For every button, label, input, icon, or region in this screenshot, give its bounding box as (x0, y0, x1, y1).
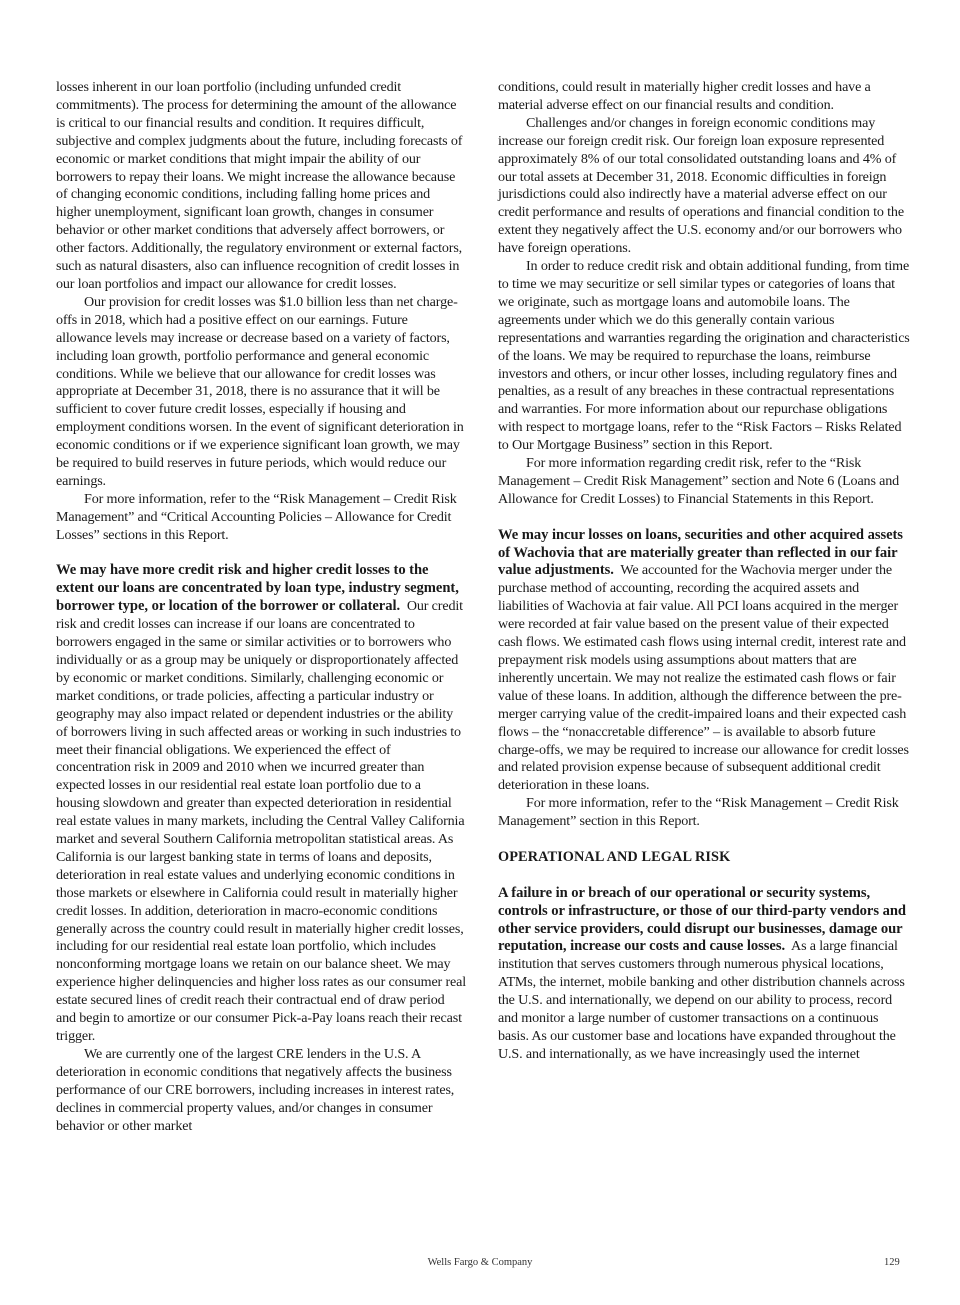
risk-factor-heading: We may incur losses on loans, securities and other acquired assets of Wachovia that are materially greater than reflected in our fair value adjustments. (498, 526, 903, 579)
paragraph: We are currently one of the largest CRE lenders in the U.S. A deterioration in economic conditions that negatively affects the business performance of our CRE borrowers, including increases in interest rates, declines in commercial property values, and/or changes in consumer behavior or other market (56, 1045, 455, 1134)
risk-factor-block (56, 562, 466, 1045)
left-column (56, 79, 466, 1135)
paragraph: losses inherent in our loan portfolio (including unfunded credit commitments). The process for determining the amount of the allowance is critical to our financial results and condition. It requires difficult, subjective and complex judgments about the future, including forecasts of economic or market conditions that might impair the ability of our borrowers to repay their loans. We might increase the allowance because of changing economic conditions, including falling home prices and higher unemployment, significant loan growth, changes in consumer behavior or other market conditions that adversely affect borrowers, or other factors. Additionally, the regulatory environment or external factors, such as natural disasters, also can influence recognition of credit losses in our loan portfolios and impact our allowance for credit losses. (56, 79, 463, 292)
paragraph: For more information, refer to the “Risk Management – Credit Risk Management” and “Critical Accounting Policies – Allowance for Credit Losses” sections in this Report. (56, 490, 457, 543)
paragraph: Challenges and/or changes in foreign economic conditions may increase our foreign credit risk. Our foreign loan exposure represented approximately 8% of our total consolidated outstanding loans and 4% of our total assets at December 31, 2018. Economic difficulties in foreign jurisdictions could also indirectly have a material adverse effect on our credit performance and results of operations and financial condition to the extent they negatively affect the U.S. economy and/or our borrowers who have foreign operations. (498, 114, 904, 257)
paragraph: conditions, could result in materially higher credit losses and have a material adverse effect on our financial results and condition. (498, 79, 871, 113)
footer-company-name: Wells Fargo & Company (427, 1257, 533, 1268)
paragraph: For more information regarding credit risk, refer to the “Risk Management – Credit Risk Management” section and Note 6 (Loans and Allowance for Credit Losses) to Financial Statements in this Report. (498, 455, 900, 507)
paragraph: In order to reduce credit risk and obtain additional funding, from time to time we may securitize or sell similar types or categories of loans that we originate, such as mortgage loans and automobile loans. The agreements under which we do this generally contain various representations and warranties regarding the origination and characteristics of the loans. We may be required to repurchase the loans, reimburse investors and others, or incur other losses, including regulatory fines and penalties, as a result of any breaches in these contractual representations and warranties. For more information about our repurchase obligations with respect to mortgage loans, refer to the “Risk Factors – Risks Related to Our Mortgage Business” section in this Report. (498, 258, 910, 454)
paragraph: For more information, refer to the “Risk Management – Credit Risk Management” section in this Report. (498, 795, 899, 830)
risk-factor-block (498, 527, 910, 796)
paragraph: Our credit risk and credit losses can increase if our loans are concentrated to borrowers engaged in the same or similar activities or to borrowers who individually or as a group may be uniquely or disproportionately affected by economic or market conditions. Similarly, challenging economic or market conditions, or trade policies, affecting a particular industry or geography may also impact related or dependent industries or the ability of borrowers living in such affected areas or working in such industries to meet their financial obligations. We experienced the effect of concentration risk in 2009 and 2010 when we incurred greater than expected losses in our residential real estate loan portfolio due to a housing slowdown and greater than expected deterioration in residential real estate values in many markets, including the Central Valley California market and several Southern California metropolitan statistical areas. As California is our largest banking state in terms of loans and deposits, deterioration in real estate values and underlying economic conditions in those markets or elsewhere in California could result in materially higher credit losses. In addition, deterioration in macro-economic conditions generally across the country could result in materially higher credit losses, including for our residential real estate loan portfolio, which includes nonconforming mortgage loans we retain on our balance sheet. We may experience higher delinquencies and higher loss rates as our consumer real estate secured lines of credit reach their contractual end of draw period and begin to amortize or our consumer Pick-a-Pay loans reach their recast trigger. (56, 598, 466, 1045)
section-title: OPERATIONAL AND LEGAL RISK (498, 848, 731, 865)
right-column (498, 79, 910, 1064)
page-number: 129 (884, 1257, 900, 1268)
paragraph: Our provision for credit losses was $1.0 billion less than net charge-offs in 2018, which had a positive effect on our earnings. Future allowance levels may increase or decrease based on a variety of factors, including loan growth, portfolio performance and general economic conditions. While we believe that our allowance for credit losses was appropriate at December 31, 2018, there is no assurance that it will be sufficient to cover future credit losses, especially if housing and employment conditions worsen. In the event of significant deterioration in economic conditions or if we experience significant loan growth, we may be required to build reserves in future periods, which would reduce our earnings. (56, 293, 464, 489)
risk-factor-block (498, 885, 910, 1064)
risk-factor-heading: We may have more credit risk and higher credit losses to the extent our loans are concentrated by loan type, industry segment, borrower type, or location of the borrower or collateral. (56, 562, 459, 615)
risk-factor-heading: A failure in or breach of our operational or security systems, controls or infrastructure, or those of our third-party vendors and other service providers, could disrupt our businesses, damage our reputation, increase our costs and cause losses. (498, 884, 906, 955)
paragraph: As a large financial institution that serves customers through numerous physical locations, ATMs, the internet, mobile banking and other distribution channels across the U.S. and internationally, we depend on our ability to process, record and monitor a large number of customer transactions on a continuous basis. As our customer base and locations have expanded throughout the U.S. and internationally, as we have increasingly used the internet (498, 938, 905, 1062)
paragraph: We accounted for the Wachovia merger under the purchase method of accounting, recording the acquired assets and liabilities of Wachovia at fair value. All PCI loans acquired in the merger were recorded at fair value based on the present value of their expected cash flows. We estimated cash flows using internal credit, interest rate and prepayment risk models using assumptions about matters that are inherently uncertain. We may not realize the estimated cash flows or fair value of these loans. In addition, although the difference between the pre-merger carrying value of the credit-impaired loans and their expected cash flows – the “nonaccretable difference” – is available to absorb future charge-offs, we may be required to increase our allowance for credit losses and related provision expense because of subsequent additional credit deterioration in these loans. (498, 562, 909, 794)
